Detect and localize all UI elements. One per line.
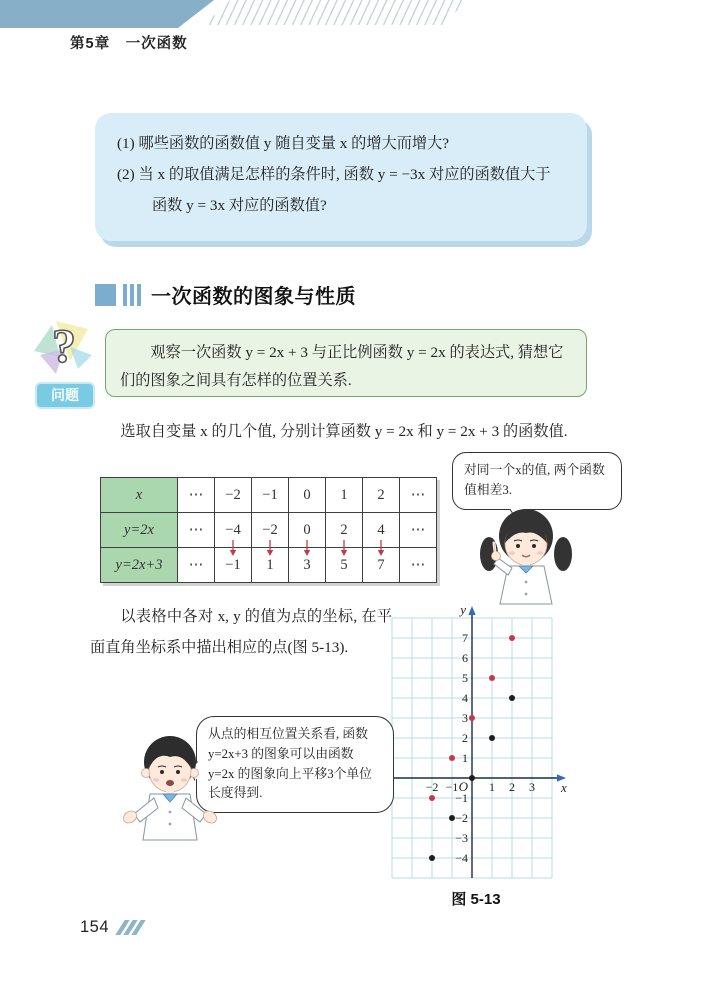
table-cell: 2 — [326, 513, 363, 548]
svg-text:4: 4 — [462, 691, 468, 705]
header-hatch-pattern — [204, 0, 468, 25]
table-row — [101, 478, 437, 513]
table-cell: 2 — [363, 478, 400, 513]
table-cell: −1 — [215, 548, 252, 583]
question-box — [95, 113, 587, 241]
section-title: 一次函数的图象与性质 — [151, 286, 356, 308]
svg-text:O: O — [458, 779, 468, 794]
paragraph-plot-points: 以表格中各对 x, y 的值为点的坐标, 在平面直角坐标系中描出相应的点(图 5-13). — [90, 608, 392, 657]
svg-text:?: ? — [52, 320, 76, 373]
svg-text:1: 1 — [462, 751, 468, 765]
problem-badge: 问题 — [35, 382, 95, 409]
figure-caption: 图 5-13 — [451, 891, 501, 908]
question-mark-icon — [26, 317, 104, 377]
svg-text:−2: −2 — [455, 811, 468, 825]
svg-text:−3: −3 — [455, 831, 468, 845]
svg-text:6: 6 — [462, 651, 468, 665]
table-cell: 5 — [326, 548, 363, 583]
svg-text:3: 3 — [462, 711, 468, 725]
svg-text:2: 2 — [509, 780, 515, 794]
table-row-label: y=2x+3 — [101, 548, 178, 583]
table-cell: −1 — [252, 478, 289, 513]
table-row-label: x — [101, 478, 178, 513]
table-cell: ⋯ — [178, 478, 215, 513]
page-footer — [80, 918, 140, 937]
table-cell: ⋯ — [400, 513, 437, 548]
svg-text:5: 5 — [462, 671, 468, 685]
down-arrow-icon — [339, 539, 349, 557]
table-cell: −2 — [252, 513, 289, 548]
chapter-header: 第5章 一次函数 — [70, 36, 188, 52]
down-arrow-icon — [228, 539, 238, 557]
svg-text:−1: −1 — [455, 791, 468, 805]
table-cell: 4 — [363, 513, 400, 548]
table-cell: ⋯ — [178, 513, 215, 548]
table-row-label: y=2x — [101, 513, 178, 548]
page-number: 154 — [80, 918, 110, 936]
girl-student-illustration — [466, 500, 586, 606]
svg-text:−1: −1 — [445, 780, 459, 794]
down-arrow-icon — [376, 539, 386, 557]
question-item-2: (2) 当 x 的取值满足怎样的条件时, 函数 y = −3x 对应的函数值大于函数 y = 3x 对应的函数值? — [117, 166, 551, 215]
problem-marker — [25, 317, 105, 409]
down-arrow-icon — [302, 539, 312, 557]
function-value-table — [100, 477, 437, 583]
boy-student-illustration — [100, 726, 240, 846]
paragraph-select-values: 选取自变量 x 的几个值, 分别计算函数 y = 2x 和 y = 2x + 3 的函数值. — [120, 423, 568, 440]
table-cell: 7 — [363, 548, 400, 583]
table-row — [101, 548, 437, 583]
question-item-1: (1) 哪些函数的函数值 y 随自变量 x 的增大而增大? — [117, 135, 449, 152]
table-cell: −4 — [215, 513, 252, 548]
section-bars-icon — [120, 284, 141, 306]
coordinate-plane-chart — [384, 600, 568, 886]
table-cell: 0 — [289, 478, 326, 513]
table-cell: 1 — [252, 548, 289, 583]
svg-text:7: 7 — [462, 631, 468, 645]
svg-text:3: 3 — [529, 780, 535, 794]
table-cell: ⋯ — [400, 478, 437, 513]
svg-text:−2: −2 — [425, 780, 439, 794]
table-cell: 1 — [326, 478, 363, 513]
down-arrow-icon — [265, 539, 275, 557]
boy-speech-bubble: 从点的相互位置关系看, 函数 y=2x+3 的图象可以由函数 y=2x 的图象向上平移3个单位长度得到. — [196, 716, 394, 813]
table-cell: −2 — [215, 478, 252, 513]
section-square-icon — [95, 284, 116, 306]
svg-text:1: 1 — [489, 780, 495, 794]
table-cell: 3 — [289, 548, 326, 583]
table-cell: ⋯ — [400, 548, 437, 583]
footer-slashes-icon — [116, 920, 140, 935]
observe-box: 观察一次函数 y = 2x + 3 与正比例函数 y = 2x 的表达式, 猜想它们的图象之间具有怎样的位置关系. — [105, 329, 587, 397]
section-heading — [95, 280, 356, 309]
svg-text:−4: −4 — [455, 851, 468, 865]
svg-text:2: 2 — [462, 731, 468, 745]
table-cell: ⋯ — [178, 548, 215, 583]
table-cell: 0 — [289, 513, 326, 548]
svg-text:y: y — [460, 602, 466, 617]
girl-speech-bubble: 对同一个x的值, 两个函数值相差3. — [452, 452, 622, 510]
svg-text:x: x — [561, 780, 567, 795]
header-banner — [0, 0, 214, 28]
figure-5-13 — [384, 600, 568, 891]
